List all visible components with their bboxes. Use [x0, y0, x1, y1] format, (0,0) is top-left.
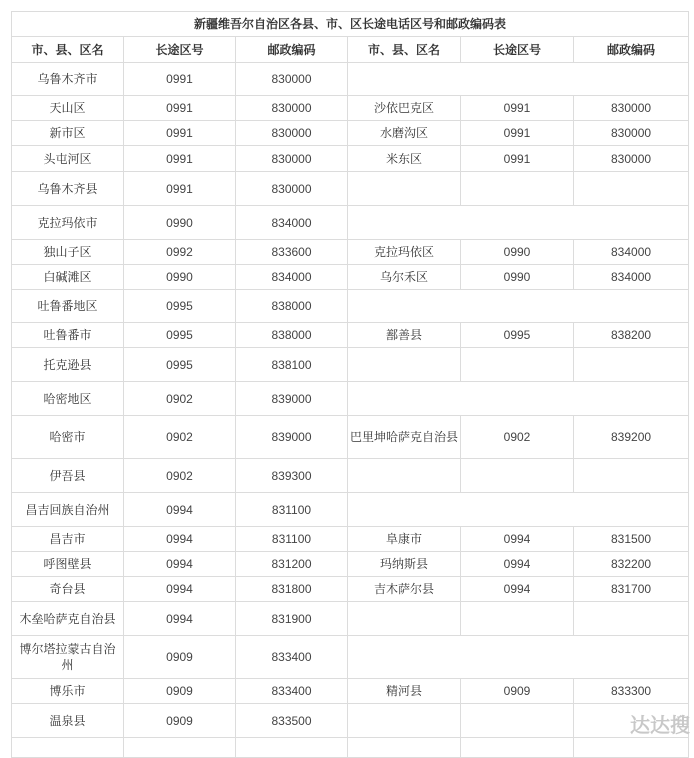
group-row [12, 493, 689, 527]
area-code: 0994 [124, 527, 236, 552]
district-name: 呼图壁县 [12, 552, 124, 577]
district-name [348, 738, 461, 758]
postal-code: 833400 [236, 636, 348, 679]
region-name: 哈密地区 [12, 382, 124, 416]
area-code: 0991 [124, 121, 236, 146]
district-name [348, 172, 461, 206]
empty-cell [348, 206, 689, 240]
postal-code-table [11, 11, 689, 758]
postal-code [574, 348, 689, 382]
table-row [12, 323, 689, 348]
group-row [12, 636, 689, 679]
area-code: 0994 [461, 527, 574, 552]
table-row [12, 265, 689, 290]
district-name: 伊吾县 [12, 459, 124, 493]
table-row [12, 172, 689, 206]
area-code: 0995 [461, 323, 574, 348]
area-code: 0909 [124, 636, 236, 679]
postal-code: 838200 [574, 323, 689, 348]
area-code: 0994 [461, 552, 574, 577]
empty-cell [348, 493, 689, 527]
postal-code [574, 172, 689, 206]
area-code [461, 704, 574, 738]
table-row [12, 679, 689, 704]
postal-code: 830000 [236, 172, 348, 206]
group-row [12, 63, 689, 96]
postal-code: 830000 [574, 121, 689, 146]
postal-code [236, 738, 348, 758]
area-code: 0992 [124, 240, 236, 265]
district-name: 巴里坤哈萨克自治县 [348, 416, 461, 459]
header-zip-left: 邮政编码 [236, 37, 348, 63]
area-code [461, 459, 574, 493]
postal-code: 831500 [574, 527, 689, 552]
district-name: 哈密市 [12, 416, 124, 459]
district-name [348, 704, 461, 738]
postal-code: 834000 [574, 265, 689, 290]
table-row [12, 240, 689, 265]
district-name: 木垒哈萨克自治县 [12, 602, 124, 636]
table-row [12, 348, 689, 382]
postal-code: 831100 [236, 527, 348, 552]
area-code: 0990 [461, 240, 574, 265]
district-name: 鄯善县 [348, 323, 461, 348]
header-name-right: 市、县、区名 [348, 37, 461, 63]
district-name: 独山子区 [12, 240, 124, 265]
postal-code: 839000 [236, 416, 348, 459]
district-name: 克拉玛依区 [348, 240, 461, 265]
table-row [12, 416, 689, 459]
postal-code: 831200 [236, 552, 348, 577]
area-code [461, 602, 574, 636]
district-name: 天山区 [12, 96, 124, 121]
district-name: 玛纳斯县 [348, 552, 461, 577]
table-row [12, 738, 689, 758]
district-name: 头屯河区 [12, 146, 124, 172]
area-code [124, 738, 236, 758]
district-name: 温泉县 [12, 704, 124, 738]
table-row [12, 121, 689, 146]
postal-code: 838000 [236, 290, 348, 323]
postal-code: 831900 [236, 602, 348, 636]
district-name [348, 459, 461, 493]
district-name: 吉木萨尔县 [348, 577, 461, 602]
table-row [12, 704, 689, 738]
table-row [12, 602, 689, 636]
empty-cell [348, 382, 689, 416]
area-code: 0994 [124, 552, 236, 577]
region-name: 乌鲁木齐市 [12, 63, 124, 96]
region-name: 克拉玛依市 [12, 206, 124, 240]
area-code: 0995 [124, 290, 236, 323]
table-row [12, 577, 689, 602]
postal-code: 833500 [236, 704, 348, 738]
header-code-right: 长途区号 [461, 37, 574, 63]
district-name [12, 738, 124, 758]
area-code: 0902 [124, 382, 236, 416]
area-code: 0990 [124, 265, 236, 290]
region-name: 昌吉回族自治州 [12, 493, 124, 527]
district-name: 新市区 [12, 121, 124, 146]
area-code: 0991 [124, 63, 236, 96]
area-code [461, 172, 574, 206]
area-code: 0902 [124, 416, 236, 459]
district-name: 乌鲁木齐县 [12, 172, 124, 206]
postal-code: 839000 [236, 382, 348, 416]
district-name: 米东区 [348, 146, 461, 172]
table-row [12, 146, 689, 172]
area-code: 0994 [124, 493, 236, 527]
table-row [12, 527, 689, 552]
postal-code: 830000 [574, 146, 689, 172]
postal-code: 830000 [574, 96, 689, 121]
postal-code [574, 738, 689, 758]
district-name: 乌尔禾区 [348, 265, 461, 290]
area-code: 0990 [461, 265, 574, 290]
area-code: 0909 [124, 704, 236, 738]
postal-code: 830000 [236, 96, 348, 121]
district-name: 白碱滩区 [12, 265, 124, 290]
region-name: 博尔塔拉蒙古自治州 [12, 636, 124, 679]
area-code: 0991 [124, 96, 236, 121]
district-name: 水磨沟区 [348, 121, 461, 146]
area-code: 0991 [461, 96, 574, 121]
group-row [12, 382, 689, 416]
postal-code: 831100 [236, 493, 348, 527]
empty-cell [348, 290, 689, 323]
region-name: 吐鲁番地区 [12, 290, 124, 323]
postal-code: 830000 [236, 146, 348, 172]
area-code: 0909 [461, 679, 574, 704]
postal-code: 838000 [236, 323, 348, 348]
postal-code: 839300 [236, 459, 348, 493]
area-code: 0994 [461, 577, 574, 602]
postal-code: 834000 [236, 206, 348, 240]
postal-code: 834000 [236, 265, 348, 290]
area-code: 0991 [124, 146, 236, 172]
table-row [12, 552, 689, 577]
area-code: 0902 [124, 459, 236, 493]
empty-cell [348, 636, 689, 679]
postal-code: 831700 [574, 577, 689, 602]
area-code [461, 738, 574, 758]
table-body [12, 63, 689, 758]
postal-code: 838100 [236, 348, 348, 382]
district-name: 昌吉市 [12, 527, 124, 552]
area-code: 0991 [461, 121, 574, 146]
postal-code: 832200 [574, 552, 689, 577]
postal-code: 830000 [236, 63, 348, 96]
group-row [12, 290, 689, 323]
header-row [12, 37, 689, 63]
area-code: 0995 [124, 323, 236, 348]
postal-code: 839200 [574, 416, 689, 459]
postal-code: 833400 [236, 679, 348, 704]
area-code: 0991 [124, 172, 236, 206]
postal-code: 831800 [236, 577, 348, 602]
area-code: 0902 [461, 416, 574, 459]
table-row [12, 459, 689, 493]
area-code: 0991 [461, 146, 574, 172]
table-title: 新疆维吾尔自治区各县、市、区长途电话区号和邮政编码表 [12, 12, 689, 37]
district-name: 精河县 [348, 679, 461, 704]
district-name: 托克逊县 [12, 348, 124, 382]
area-code: 0995 [124, 348, 236, 382]
area-code: 0909 [124, 679, 236, 704]
area-code: 0994 [124, 602, 236, 636]
postal-code: 833600 [236, 240, 348, 265]
district-name [348, 602, 461, 636]
postal-code [574, 459, 689, 493]
header-name-left: 市、县、区名 [12, 37, 124, 63]
header-zip-right: 邮政编码 [574, 37, 689, 63]
district-name: 奇台县 [12, 577, 124, 602]
district-name [348, 348, 461, 382]
district-name: 阜康市 [348, 527, 461, 552]
group-row [12, 206, 689, 240]
area-code: 0990 [124, 206, 236, 240]
title-row [12, 12, 689, 37]
postal-code: 834000 [574, 240, 689, 265]
header-code-left: 长途区号 [124, 37, 236, 63]
area-code: 0994 [124, 577, 236, 602]
watermark-logo: 达达搜 [630, 713, 690, 737]
empty-cell [348, 63, 689, 96]
postal-code: 830000 [236, 121, 348, 146]
district-name: 沙依巴克区 [348, 96, 461, 121]
postal-code: 833300 [574, 679, 689, 704]
district-name: 博乐市 [12, 679, 124, 704]
table-row [12, 96, 689, 121]
area-code [461, 348, 574, 382]
postal-code [574, 602, 689, 636]
district-name: 吐鲁番市 [12, 323, 124, 348]
